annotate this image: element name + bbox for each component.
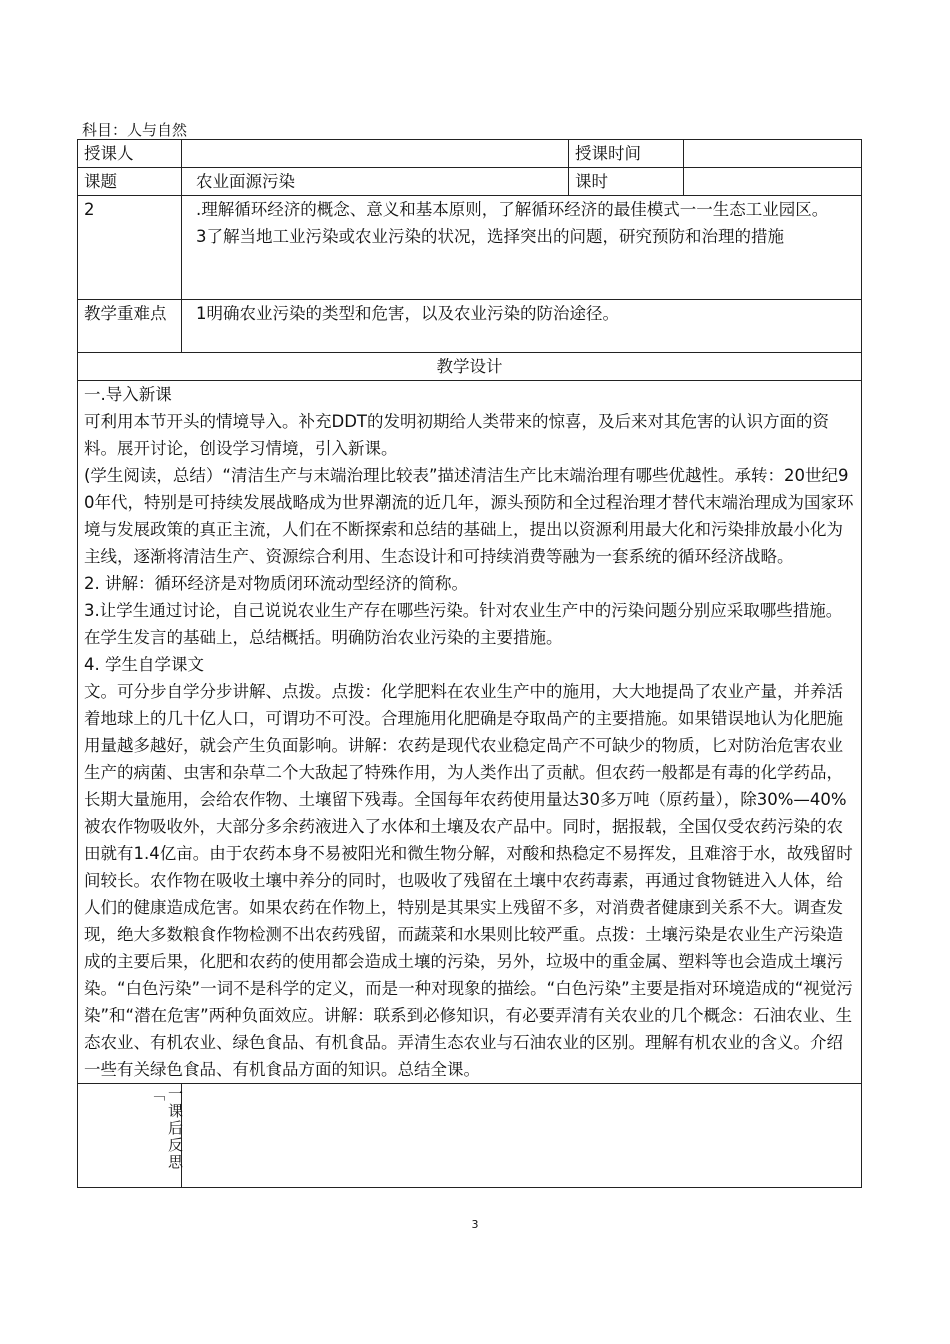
time-value	[684, 140, 862, 168]
topic-row	[78, 168, 862, 196]
goals-label: 2	[78, 196, 182, 300]
teacher-row	[78, 140, 862, 168]
design-paragraph: 4. 学生自学课文	[84, 655, 204, 674]
teacher-label: 授课人	[78, 140, 182, 168]
reflection-label-cell	[78, 1084, 182, 1188]
reflection-value	[182, 1084, 862, 1188]
goals-row	[78, 196, 862, 300]
reflection-label: 一课后反思「	[148, 1086, 184, 1171]
design-paragraph: 3.让学生通过讨论，自己说说农业生产存在哪些污染。针对农业生产中的污染问题分别应采取哪些措施。在学生发言的基础上，总结概括。明确防治农业污染的主要措施。	[84, 601, 843, 647]
design-paragraph: 一.导入新课	[84, 385, 172, 404]
key-points-row	[78, 300, 862, 353]
teacher-value	[182, 140, 569, 168]
topic-label: 课题	[78, 168, 182, 196]
reflection-row	[78, 1084, 862, 1188]
design-heading-row	[78, 353, 862, 381]
design-paragraph: 文。可分步自学分步讲解、点拨。点拨：化学肥料在农业生产中的施用，大大地提咼了农业产量，并养活着地球上的几十亿人口，可谓功不可没。合理施用化肥确是夺取咼产的主要措施。如果错误地认为化肥施用量越多越好，就会产生负面影响。讲解：农药是现代农业稳定咼产不可缺少的物质，匕对防治危害农业生产的病菌、虫害和杂草二个大敌起了特殊作用，为人类作出了贡献。但农药一般都是有毒的化学药品，长期大量施用，会给农作物、土壤留下残毒。全国每年农药使用量达30多万吨（原药量），除30%—40%被农作物吸收外，大部分多余药液进入了水体和土壤及农产品中。同时，据报载，全国仅受农药污染的农田就有1.4亿亩。由于农药本身不易被阳光和微生物分解，对酸和热稳定不易挥发，且难溶于水，故残留时间较长。农作物在吸收土壤中养分的同时，也吸收了残留在土壤中农药毒素，再通过食物链进入人体，给人们的健康造成危害。如果农药在作物上，特别是其果实上残留不多，对消费者健康到关系不大。调查发现，绝大多数粮食作物检测不出农药残留，而蔬菜和水果则比较严重。点拨：土壤污染是农业生产污染造成的主要后果，化肥和农药的使用都会造成土壤的污染，另外，垃圾中的重金属、塑料等也会造成土壤污染。“白色污染”一词不是科学的定义，而是一种对现象的描绘。“白色污染”主要是指对环境造成的“视觉污染”和“潜在危害”两种负面效应。讲解：联系到必修知识，有必要弄清有关农业的几个概念：石油农业、生态农业、有机农业、绿色食品、有机食品。弄清生态农业与石油农业的区别。理解有机农业的含义。介绍一些有关绿色食品、有机食品方面的知识。总结全课。	[84, 682, 853, 1079]
key-points-label: 教学重难点	[78, 300, 182, 353]
time-label: 授课时间	[569, 140, 684, 168]
page-number: 3	[471, 1218, 479, 1231]
design-paragraph: 2. 讲解：循环经济是对物质闭环流动型经济的简称。	[84, 574, 468, 593]
goals-line-1: .理解循环经济的概念、意义和基本原则，了解循环经济的最佳模式一一生态工业园区。	[196, 200, 829, 219]
design-heading: 教学设计	[78, 353, 862, 381]
period-value	[684, 168, 862, 196]
design-paragraph: 可利用本节开头的情境导入。补充DDT的发明初期给人类带来的惊喜，及后来对其危害的认识方面的资料。展开讨论，创设学习情境，引入新课。	[84, 412, 829, 458]
design-body-row	[78, 381, 862, 1084]
goals-line-2: 3了解当地工业污染或农业污染的状况，选择突出的问题，研究预防和治理的措施	[196, 227, 784, 246]
design-body	[78, 381, 862, 1084]
goals-cell	[182, 196, 862, 300]
subject-line: 科目：人与自然	[82, 121, 188, 139]
key-points-text: 1明确农业污染的类型和危害，以及农业污染的防治途径。	[182, 300, 862, 353]
design-paragraph: (学生阅读，总结）“清洁生产与末端治理比较表”描述清洁生产比末端治理有哪些优越性。承转：20世纪90年代，特别是可持续发展战略成为世界潮流的近几年，源头预防和全过程治理才替代末端治理成为国家环境与发展政策的真正主流，人们在不断探索和总结的基础上，提出以资源利用最大化和污染排放最小化为主线，逐渐将清洁生产、资源综合利用、生态设计和可持续消费等融为一套系统的循环经济战略。	[84, 466, 854, 566]
period-label: 课时	[569, 168, 684, 196]
topic-value: 农业面源污染	[182, 168, 569, 196]
lesson-plan-table	[77, 139, 862, 1188]
